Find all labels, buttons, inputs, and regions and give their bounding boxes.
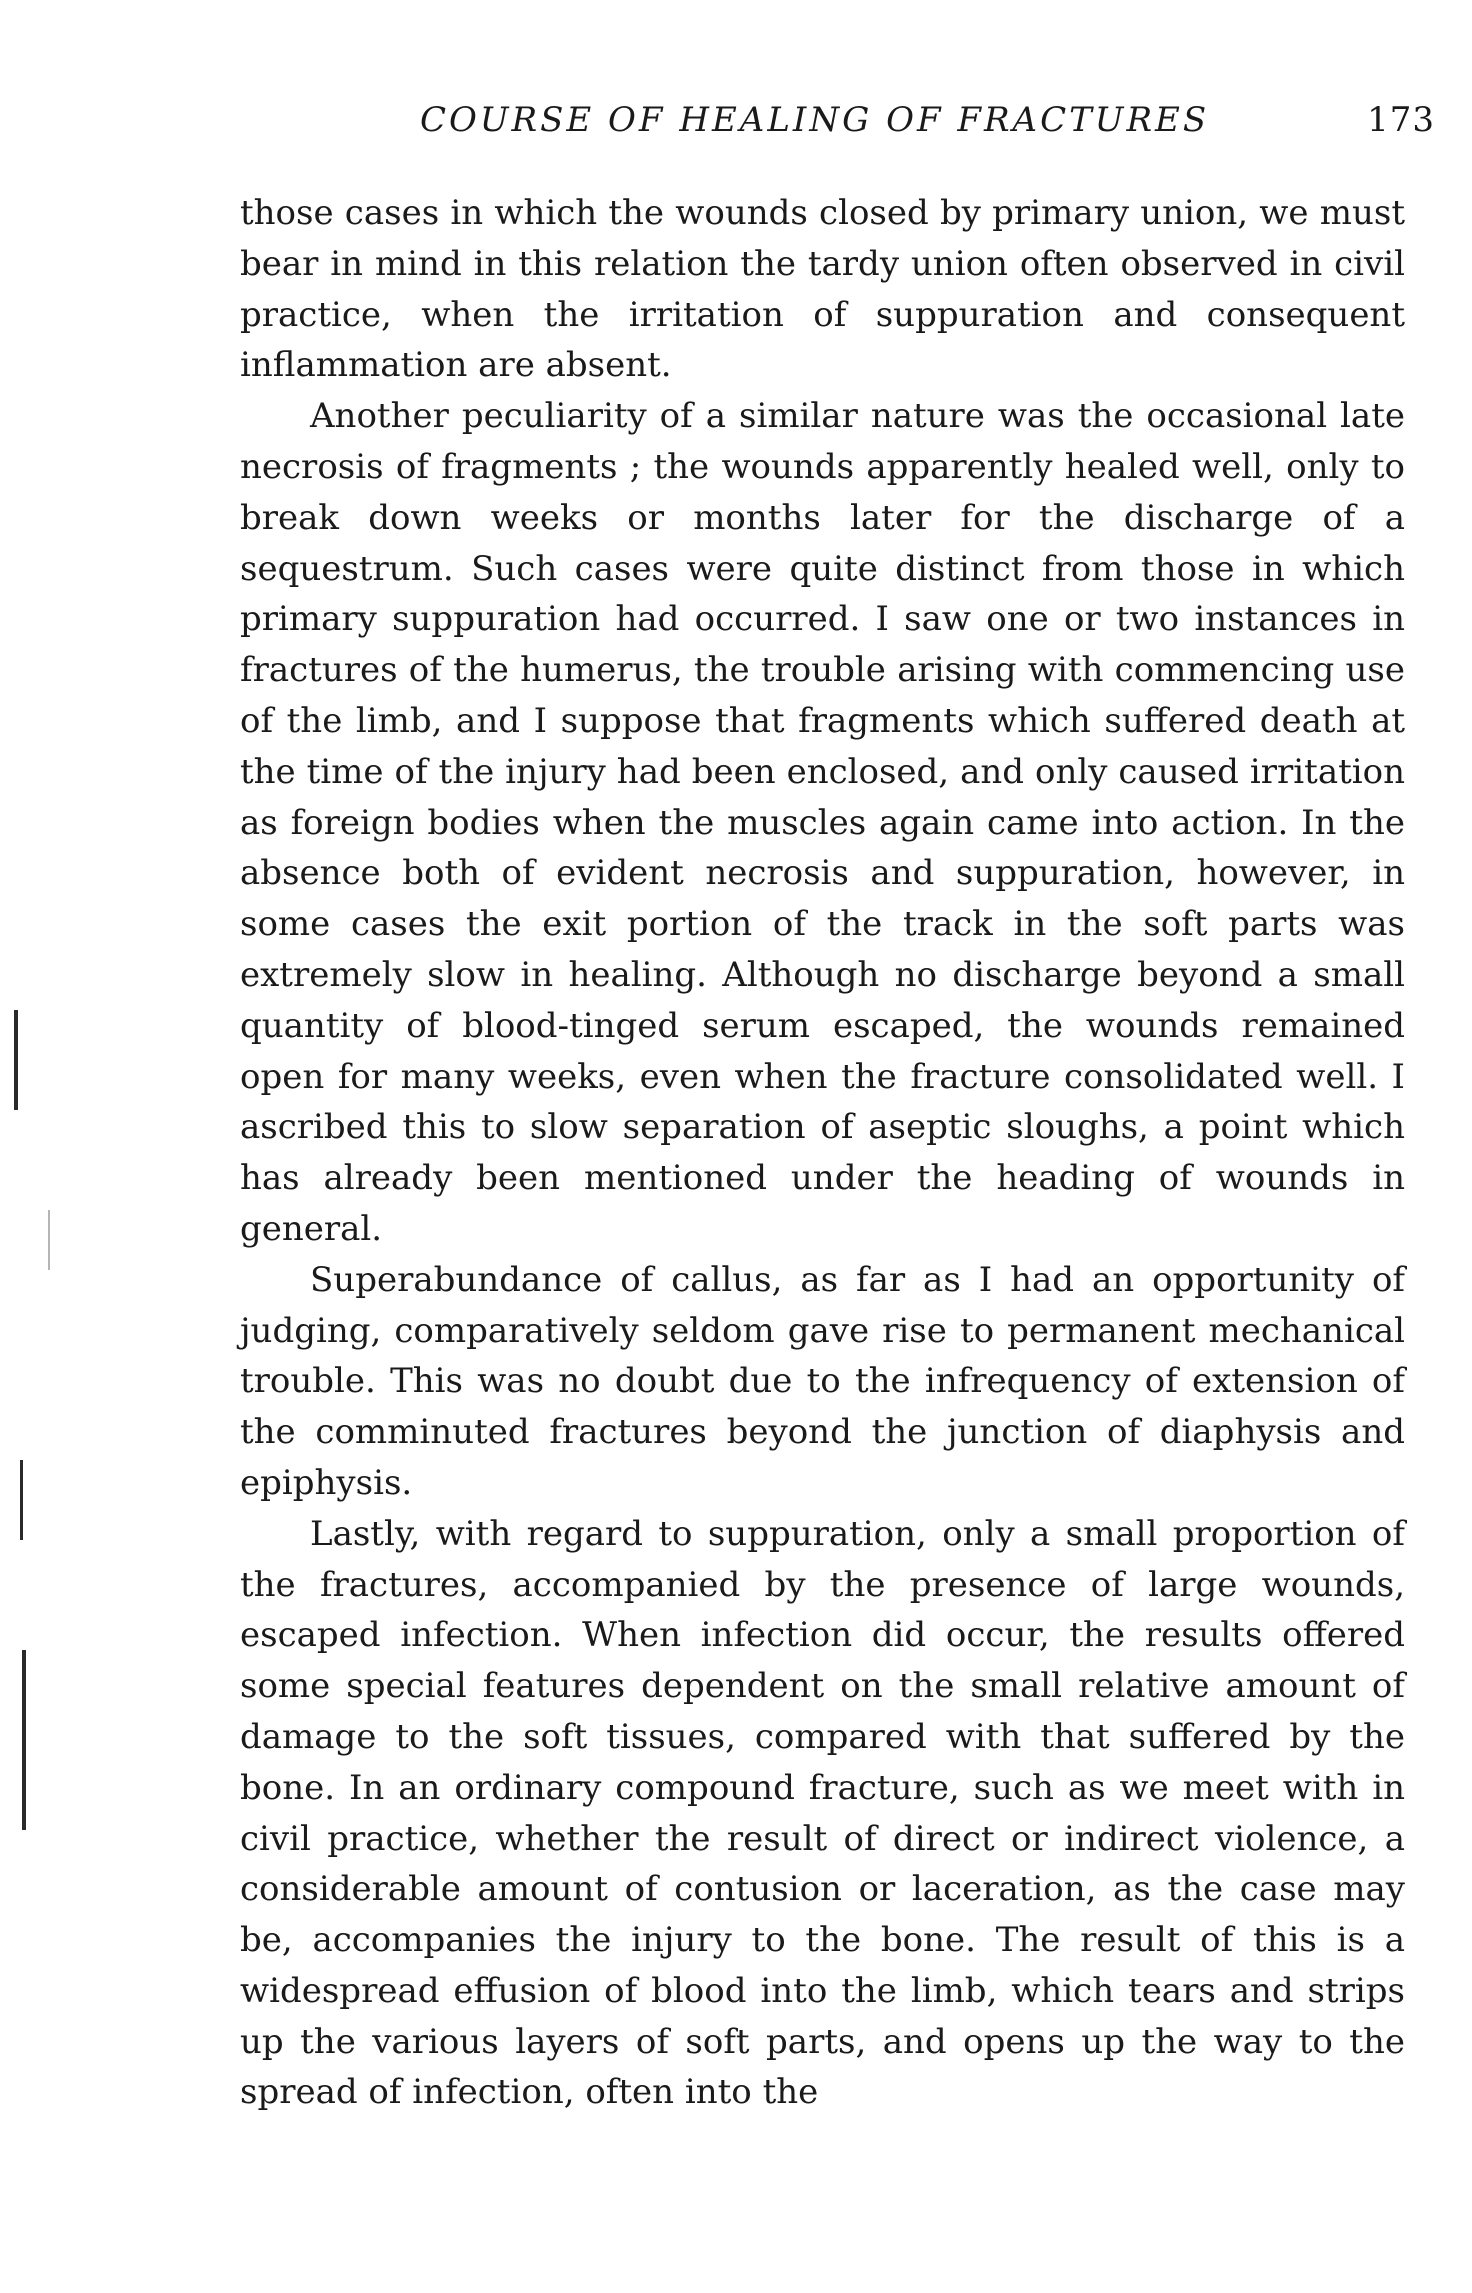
paragraph-callus: Superabundance of callus, as far as I had an opportunity of judging, comparatively seldom gave rise to permanent mechanical trouble. This was no doubt due to the infrequency of extension of the comminuted fractures beyond the junction of diaphysis and epiphysis. <box>240 1259 1405 1503</box>
paragraph-continuation: those cases in which the wounds closed by primary union, we must bear in mind in this relation the tardy union often observed in civil practice, when the irritation of suppuration and consequent inflammation are absent. <box>240 193 1405 386</box>
running-title: COURSE OF HEALING OF FRACTURES <box>420 100 1210 140</box>
page-header <box>240 100 1435 150</box>
body-text <box>240 188 1405 2118</box>
scan-mark <box>48 1210 50 1270</box>
page-number: 173 <box>1367 100 1435 140</box>
paragraph-late-necrosis: Another peculiarity of a similar nature was the occasional late necrosis of fragments ; the wounds apparently healed well, only to break down weeks or months later for the discharge of a sequestrum. Such cases were quite distinct from those in which primary suppuration had occurred. I saw one or two instances in fractures of the humerus, the trouble arising with commencing use of the limb, and I suppose that fragments which suffered death at the time of the injury had been enclosed, and only caused irritation as foreign bodies when the muscles again came into action. In the absence both of evident necrosis and suppuration, however, in some cases the exit portion of the track in the soft parts was extremely slow in healing. Although no discharge beyond a small quantity of blood-tinged serum escaped, the wounds remained open for many weeks, even when the fracture consolidated well. I ascribed this to slow separation of aseptic sloughs, a point which has already been mentioned under the heading of wounds in general. <box>240 396 1405 1249</box>
paragraph-suppuration: Lastly, with regard to suppuration, only a small proportion of the fractures, accompanied by the presence of large wounds, escaped infection. When infection did occur, the results offered some special features dependent on the small relative amount of damage to the soft tissues, compared with that suffered by the bone. In an ordinary compound fracture, such as we meet with in civil practice, whether the result of direct or indirect violence, a considerable amount of contusion or laceration, as the case may be, accompanies the injury to the bone. The result of this is a widespread effusion of blood into the limb, which tears and strips up the various layers of soft parts, and opens up the way to the spread of infection, often into the <box>240 1513 1405 2113</box>
scan-mark <box>14 1010 18 1110</box>
scan-mark <box>20 1460 23 1540</box>
scan-mark <box>22 1650 26 1830</box>
